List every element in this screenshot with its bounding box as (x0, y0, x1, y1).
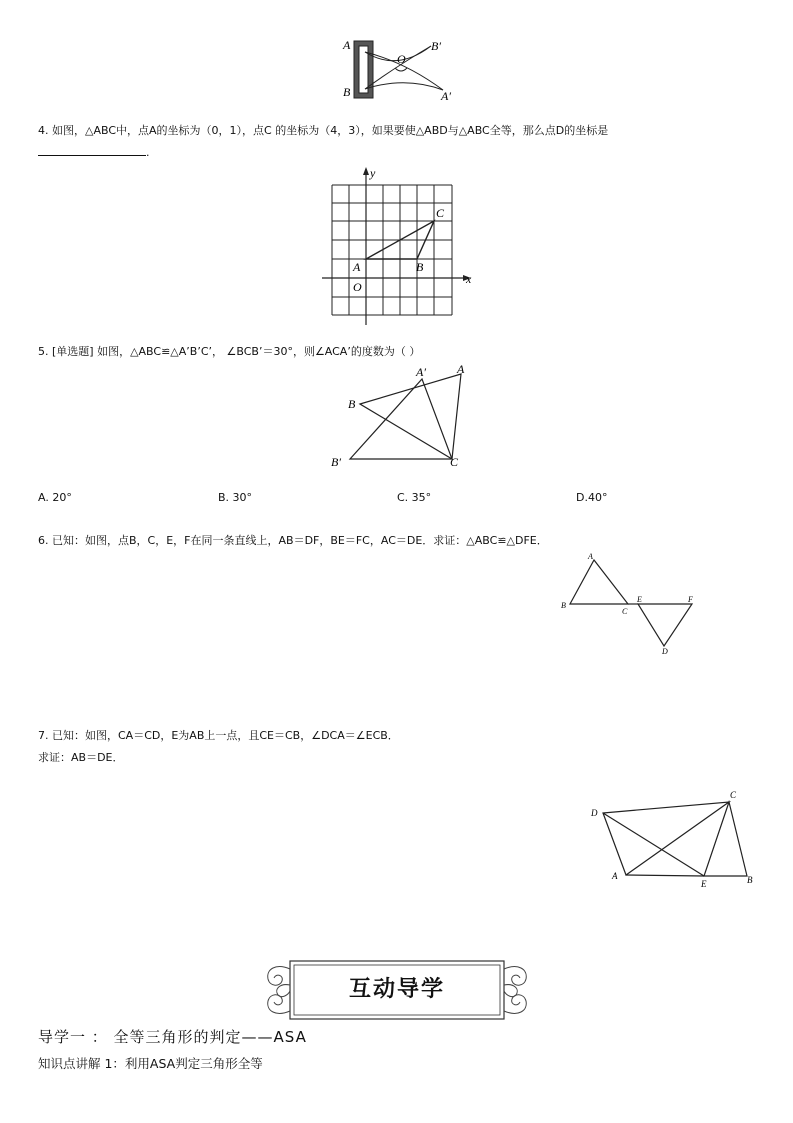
q5-option-c: C. 35° (397, 491, 432, 504)
fig-top-label-a2: A′ (441, 89, 451, 103)
section-subheading: 知识点讲解 1：利用ASA判定三角形全等 (38, 1056, 263, 1071)
fig4-label-o: O (353, 280, 362, 294)
fig-top-label-b2: B′ (431, 39, 441, 53)
fig-top-label-o: O (397, 52, 406, 66)
q5-option-b: B. 30° (218, 491, 253, 504)
fig6-label-f: F (688, 595, 693, 604)
figure-two-triangles-line (558, 548, 708, 658)
question-4-text: 4. 如图，△ABC中，点A的坐标为（0，1），点C 的坐标为（4，3），如果要使△ABD与△ABC全等，那么点D的坐标是 (38, 124, 609, 137)
question-4-answer-tail: . (146, 146, 150, 159)
fig6-label-d: D (662, 647, 668, 656)
figure-coordinate-grid (318, 165, 478, 327)
fig-top-label-a: A (343, 38, 351, 52)
section-heading: 导学一 ： 全等三角形的判定——ASA (38, 1028, 307, 1046)
fig4-label-y: y (370, 166, 376, 180)
fig7-label-c: C (730, 790, 737, 800)
figure-swing-board (335, 32, 465, 108)
fig6-label-e: E (637, 595, 642, 604)
fig5-label-b2: B′ (331, 455, 341, 469)
fig4-label-b: B (416, 260, 424, 274)
question-4-answer-blank (38, 155, 146, 156)
fig6-label-a: A (588, 552, 593, 561)
q5-option-a: A. 20° (38, 491, 72, 504)
fig5-label-b: B (348, 397, 356, 411)
fig5-label-a2: A′ (416, 365, 426, 379)
fig7-label-b: B (747, 875, 753, 885)
fig7-label-a: A (612, 871, 618, 881)
fig4-label-c: C (436, 206, 445, 220)
fig7-label-d: D (591, 808, 598, 818)
fig-top-label-b: B (343, 85, 351, 99)
question-7-line1: 7. 已知：如图，CA＝CD，E为AB上一点，且CE＝CB，∠DCA＝∠ECB． (38, 729, 399, 742)
fig6-label-b: B (561, 601, 566, 610)
fig5-label-c: C (450, 455, 459, 469)
fig4-label-a: A (353, 260, 361, 274)
question-6-text: 6. 已知：如图，点B，C，E，F在同一条直线上，AB＝DF，BE＝FC，AC＝DE．求证：△ABC≌△DFE． (38, 534, 548, 547)
q5-option-d: D.40° (576, 491, 608, 504)
fig4-label-x: x (466, 272, 472, 286)
fig5-label-a: A (457, 362, 465, 376)
banner-title: 互动导学 (348, 976, 445, 1002)
fig7-label-e: E (701, 879, 707, 889)
question-7-line2: 求证：AB＝DE． (38, 751, 124, 764)
question-5-text: 5. [单选题] 如图，△ABC≌△A’B’C’， ∠BCB’＝30°，则∠ACA’的度数为（ ） (38, 345, 421, 358)
fig6-label-c: C (622, 607, 628, 616)
figure-triangles-dceb (585, 786, 765, 891)
figure-rotated-triangles (328, 360, 478, 470)
